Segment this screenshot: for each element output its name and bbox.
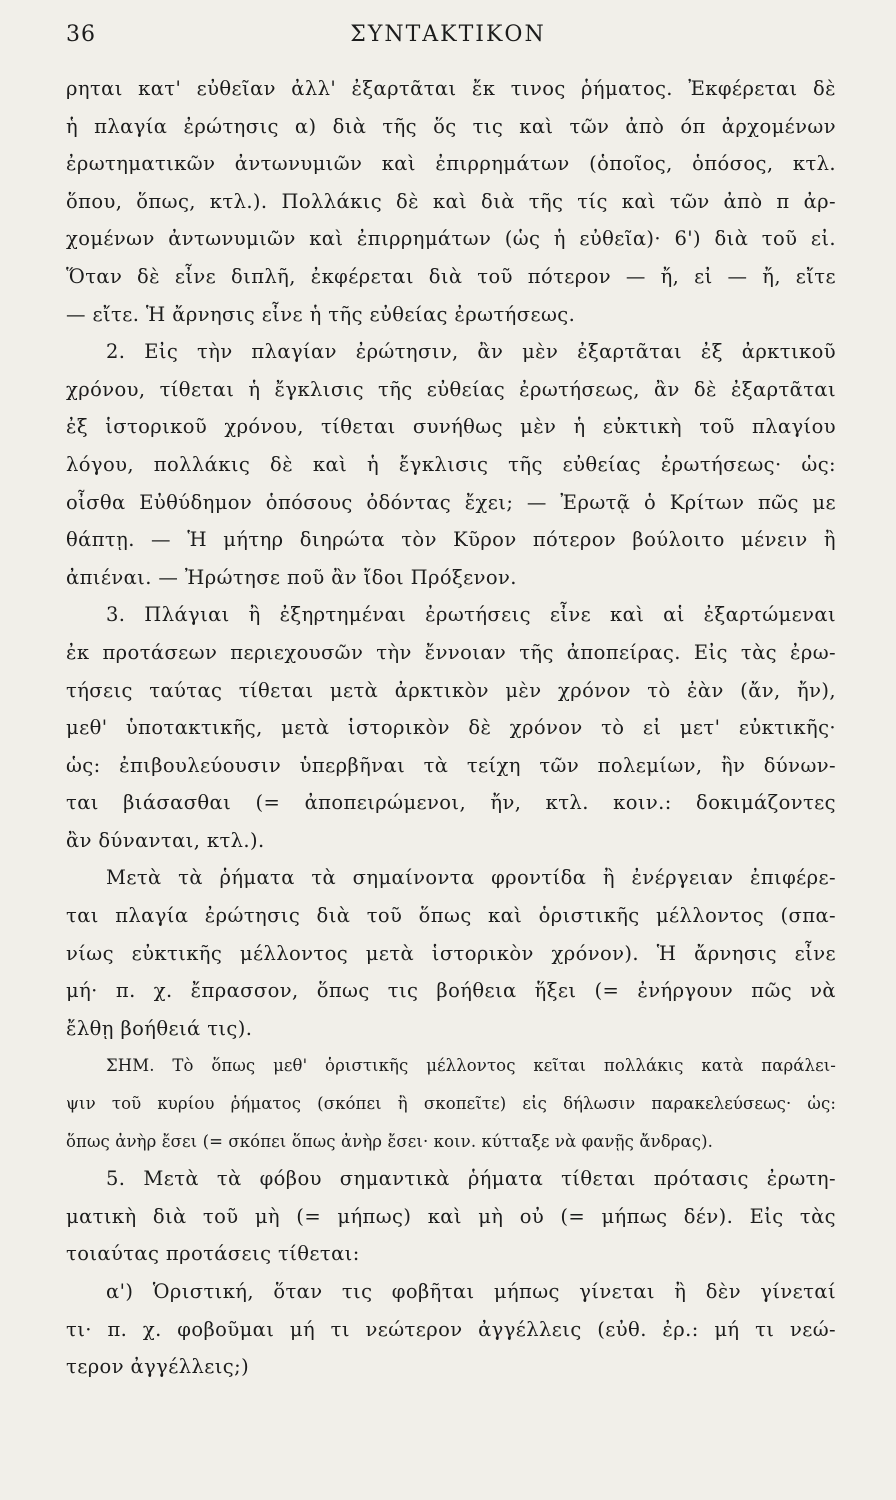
text-line: νίως εὐκτικῆς μέλλοντος μετὰ ἱστορικὸν χρόνον). Ἡ ἄρνησις εἶνε — [66, 941, 836, 965]
section-3-start: 3. Πλάγιαι ἢ ἐξηρτημέναι ἐρωτήσεις εἶνε καὶ αἱ ἐξαρτώμεναι — [106, 603, 836, 627]
page-header — [66, 22, 830, 56]
text-line: ται βιάσασθαι (= ἀποπειρώμενοι, ἤν, κτλ. κοιν.: δοκιμάζοντες — [66, 791, 836, 815]
subsection-a-start: α') Ὁριστική, ὅταν τις φοβῆται μήπως γίνεται ἢ δὲν γίνεταί — [106, 1280, 836, 1303]
text-line: Ὅταν δὲ εἶνε διπλῆ, ἐκφέρεται διὰ τοῦ πότερον — ἤ, εἰ — ἤ, εἴτε — [66, 264, 836, 288]
text-line: τήσεις ταύτας τίθεται μετὰ ἀρκτικὸν μὲν χρόνον τὸ ἐὰν (ἄν, ἤν), — [66, 678, 836, 702]
text-line: τερον ἀγγέλλεις;) — [66, 1355, 250, 1379]
text-line: ἐξ ἱστορικοῦ χρόνου, τίθεται συνήθως μὲν ἡ εὐκτικὴ τοῦ πλαγίου — [66, 415, 836, 439]
text-line: τοιαύτας προτάσεις τίθεται: — [66, 1242, 360, 1266]
note-start: ΣΗΜ. Τὸ ὅπως μεθ' ὁριστικῆς μέλλοντος κεῖται πολλάκις κατὰ παράλει- — [106, 1056, 836, 1076]
text-line: λόγου, πολλάκις δὲ καὶ ἡ ἔγκλισις τῆς εὐθείας ἐρωτήσεως· ὡς: — [66, 452, 836, 476]
text-line: ρηται κατ' εὐθεῖαν ἀλλ' ἐξαρτᾶται ἔκ τινος ῥήματος. Ἐκφέρεται δὲ — [66, 77, 836, 100]
text-line: ἐκ προτάσεων περιεχουσῶν τὴν ἔννοιαν τῆς ἀποπείρας. Εἰς τὰς ἐρω- — [66, 640, 836, 664]
text-line: μή· π. χ. ἔπρασσον, ὅπως τις βοήθεια ἥξει (= ἐνήργουν πῶς νὰ — [66, 979, 836, 1003]
text-line: ἐρωτηματικῶν ἀντωνυμιῶν καὶ ἐπιρρημάτων (ὁποῖος, ὁπόσος, κτλ. — [66, 152, 836, 176]
text-line: μεθ' ὑποτακτικῆς, μετὰ ἱστορικὸν δὲ χρόνον τὸ εἰ μετ' εὐκτικῆς· — [66, 716, 836, 740]
text-line: οἶσθα Εὐθύδημον ὁπόσους ὀδόντας ἔχει; — Ἐρωτᾷ ὁ Κρίτων πῶς με — [66, 490, 836, 514]
text-line: — εἴτε. Ἡ ἄρνησις εἶνε ἡ τῆς εὐθείας ἐρωτήσεως. — [66, 302, 576, 326]
text-line: θάπτῃ. — Ἡ μήτηρ διηρώτα τὸν Κῦρον πότερον βούλοιτο μένειν ἢ — [66, 528, 836, 552]
text-line: ὡς: ἐπιβουλεύουσιν ὑπερβῆναι τὰ τείχη τῶν πολεμίων, ἢν δύνων- — [66, 753, 836, 777]
section-2-start: 2. Εἰς τὴν πλαγίαν ἐρώτησιν, ἂν μὲν ἐξαρτᾶται ἐξ ἀρκτικοῦ — [106, 340, 836, 364]
text-line: ἀπιέναι. — Ἠρώτησε ποῦ ἂν ἴδοι Πρόξενον. — [66, 565, 517, 589]
text-line: ματικὴ διὰ τοῦ μὴ (= μήπως) καὶ μὴ οὐ (= μήπως δέν). Εἰς τὰς — [66, 1204, 836, 1228]
text-line: ὅπου, ὅπως, κτλ.). Πολλάκις δὲ καὶ διὰ τῆς τίς καὶ τῶν ἀπὸ π ἀρ- — [66, 189, 836, 213]
text-line: χρόνου, τίθεται ἡ ἔγκλισις τῆς εὐθείας ἐρωτήσεως, ἂν δὲ ἐξαρτᾶται — [66, 377, 836, 401]
note-line: ὅπως ἀνὴρ ἔσει (= σκόπει ὅπως ἀνὴρ ἔσει· κοιν. κύτταξε νὰ φανῇς ἄνδρας). — [66, 1131, 714, 1151]
note-line: ψιν τοῦ κυρίου ῥήματος (σκόπει ἢ σκοπεῖτε) εἰς δήλωσιν παρακελεύσεως· ὡς: — [66, 1094, 836, 1114]
running-title: ΣΥΝΤΑΚΤΙΚΟΝ — [350, 22, 546, 47]
text-line: χομένων ἀντωνυμιῶν καὶ ἐπιρρημάτων (ὡς ἡ εὐθεῖα)· 6') διὰ τοῦ εἰ. — [66, 227, 836, 251]
body-text — [66, 70, 836, 1386]
text-line: τι· π. χ. φοβοῦμαι μή τι νεώτερον ἀγγέλλεις (εὐθ. ἐρ.: μή τι νεώ- — [66, 1317, 836, 1341]
paragraph-start: Μετὰ τὰ ῥήματα τὰ σημαίνοντα φροντίδα ἢ ἐνέργειαν ἐπιφέρε- — [106, 866, 836, 890]
text-line: ται πλαγία ἐρώτησις διὰ τοῦ ὅπως καὶ ὁριστικῆς μέλλοντος (σπα- — [66, 904, 836, 928]
section-5-start: 5. Μετὰ τὰ φόβου σημαντικὰ ῥήματα τίθεται πρότασις ἐρωτη- — [106, 1167, 836, 1191]
text-line: ἔλθῃ βοήθειά τις). — [66, 1016, 253, 1040]
text-line: ἡ πλαγία ἐρώτησις α) διὰ τῆς ὅς τις καὶ τῶν ἀπὸ όπ ἀρχομένων — [66, 114, 836, 138]
text-line: ἂν δύνανται, κτλ.). — [66, 828, 265, 852]
page-number: 36 — [66, 22, 96, 47]
